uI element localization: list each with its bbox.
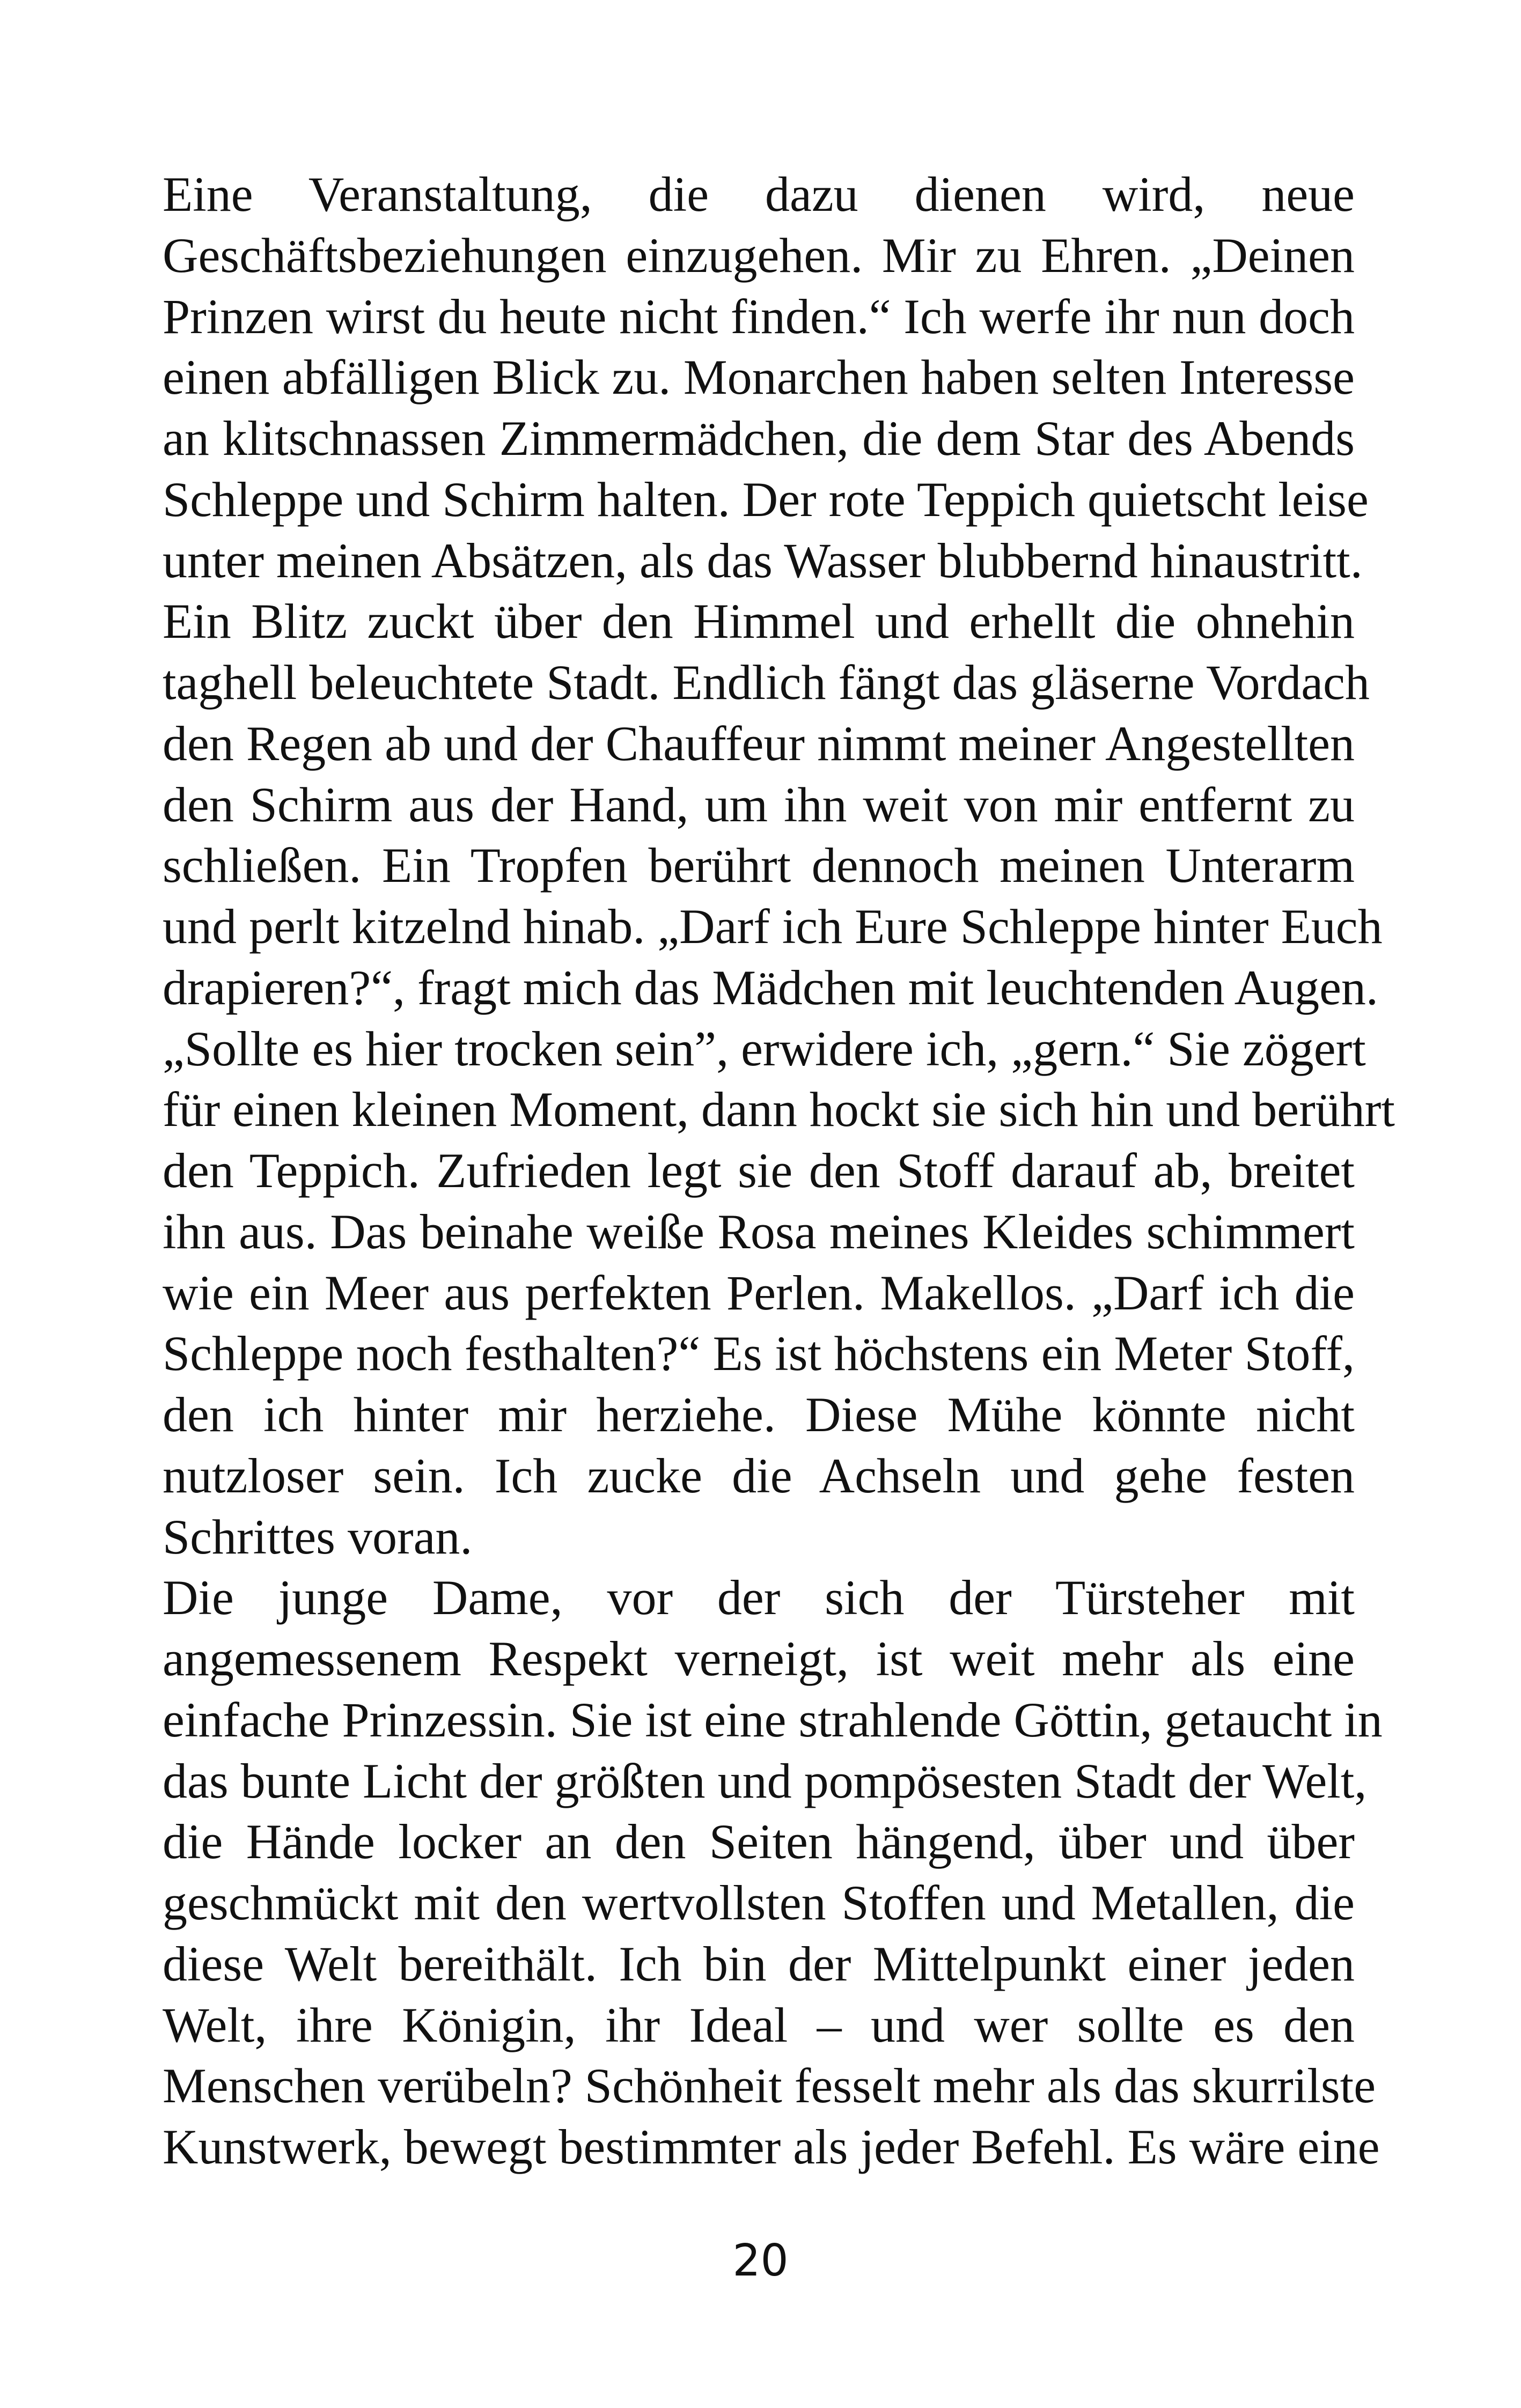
text-line: für einen kleinen Moment, dann hockt sie sich hin und berührt [163,1082,1395,1137]
text-line: Ein Blitz zuckt über den Himmel und erhellt die ohnehin [163,594,1355,649]
text-line: Schrittes voran. [163,1509,473,1564]
text-line: das bunte Licht der größten und pompösesten Stadt der Welt, [163,1753,1367,1808]
text-line: unter meinen Absätzen, als das Wasser blubbernd hinaustritt. [163,533,1363,588]
text-line: ihn aus. Das beinahe weiße Rosa meines Kleides schimmert [163,1204,1355,1259]
text-line: einen abfälligen Blick zu. Monarchen haben selten Interesse [163,350,1355,405]
text-line: Prinzen wirst du heute nicht finden.“ Ich werfe ihr nun doch [163,289,1355,344]
text-line: Welt, ihre Königin, ihr Ideal – und wer sollte es den [163,1997,1355,2052]
text-line: Eine Veranstaltung, die dazu dienen wird, neue [163,167,1355,222]
text-line: nutzloser sein. Ich zucke die Achseln und gehe festen [163,1448,1355,1503]
text-line: Schleppe noch festhalten?“ Es ist höchstens ein Meter Stoff, [163,1326,1355,1381]
page-number: 20 [732,2235,789,2286]
text-line: wie ein Meer aus perfekten Perlen. Makellos. „Darf ich die [163,1265,1355,1320]
text-line: geschmückt mit den wertvollsten Stoffen und Metallen, die [163,1875,1355,1930]
text-line: Kunstwerk, bewegt bestimmter als jeder Befehl. Es wäre eine [163,2119,1380,2174]
text-line: den Teppich. Zufrieden legt sie den Stoff darauf ab, breitet [163,1143,1355,1198]
text-line: den ich hinter mir herziehe. Diese Mühe könnte nicht [163,1387,1355,1442]
text-line: taghell beleuchtete Stadt. Endlich fängt das gläserne Vordach [163,655,1370,710]
text-line: drapieren?“, fragt mich das Mädchen mit leuchtenden Augen. [163,960,1378,1015]
text-line: „Sollte es hier trocken sein”, erwidere ich, „gern.“ Sie zögert [163,1021,1366,1076]
text-line: an klitschnassen Zimmermädchen, die dem Star des Abends [163,411,1355,466]
text-line: Menschen verübeln? Schönheit fesselt mehr als das skurrilste [163,2058,1376,2114]
text-line: diese Welt bereithält. Ich bin der Mittelpunkt einer jeden [163,1936,1355,1991]
text-line: schließen. Ein Tropfen berührt dennoch meinen Unterarm [163,838,1355,893]
text-line: und perlt kitzelnd hinab. „Darf ich Eure Schleppe hinter Euch [163,899,1383,954]
text-line: Geschäftsbeziehungen einzugehen. Mir zu Ehren. „Deinen [163,227,1355,283]
text-line: einfache Prinzessin. Sie ist eine strahlende Göttin, getaucht in [163,1692,1383,1747]
text-line: die Hände locker an den Seiten hängend, über und über [163,1814,1355,1869]
text-line: Schleppe und Schirm halten. Der rote Teppich quietscht leise [163,472,1369,527]
body-text [163,164,1395,2178]
text-line: den Schirm aus der Hand, um ihn weit von mir entfernt zu [163,777,1355,832]
text-line: Die junge Dame, vor der sich der Türsteher mit [163,1570,1355,1625]
text-line: den Regen ab und der Chauffeur nimmt meiner Angestellten [163,716,1355,771]
text-line: angemessenem Respekt verneigt, ist weit mehr als eine [163,1631,1355,1686]
